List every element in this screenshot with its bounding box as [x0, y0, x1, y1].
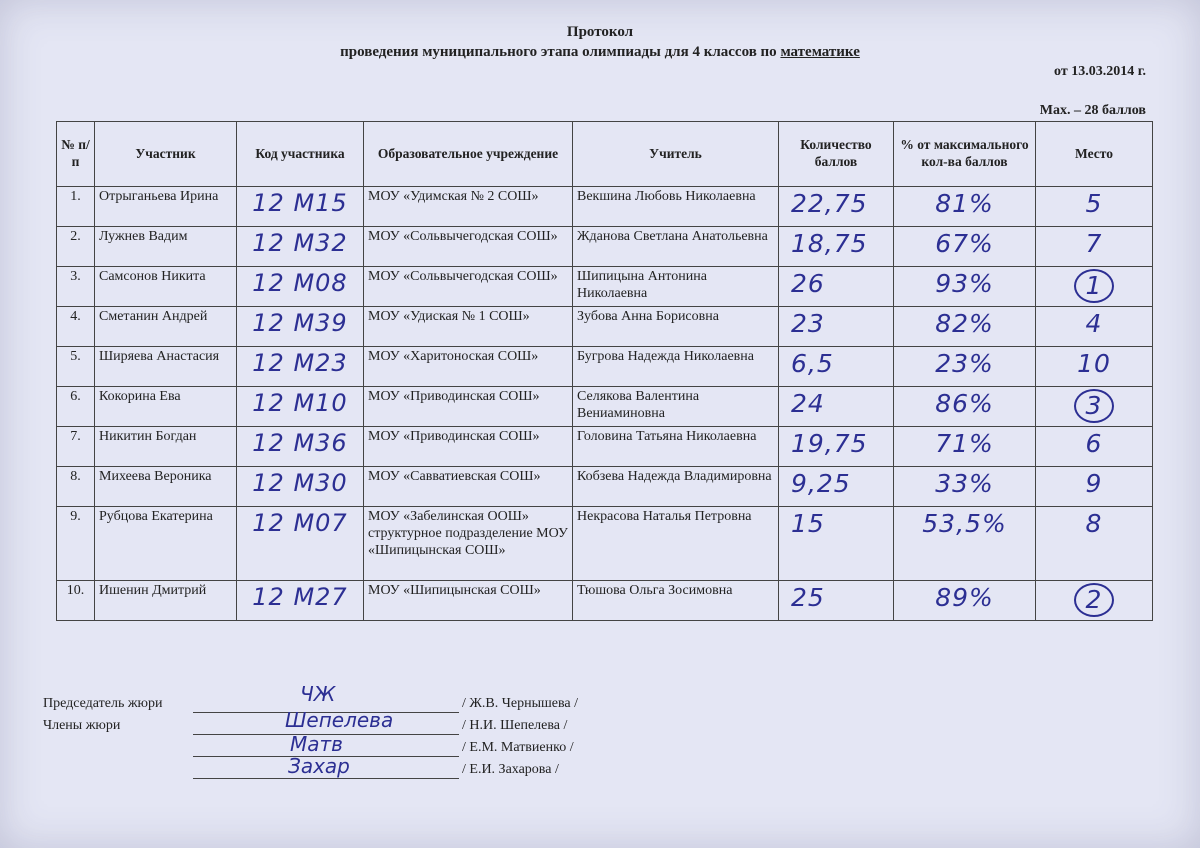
school-name: МОУ «Забелинская ООШ» структурное подразделение МОУ «Шипицынская СОШ» — [364, 507, 573, 581]
score-value: 19,75 — [779, 427, 894, 467]
place-value: 5 — [1036, 187, 1153, 227]
subject-text: математике — [780, 44, 860, 60]
score-value: 23 — [779, 307, 894, 347]
score-value: 15 — [779, 507, 894, 581]
school-name: МОУ «Савватиевская СОШ» — [364, 467, 573, 507]
place-value — [1036, 387, 1153, 427]
jury-name-matvienko: / Е.М. Матвиенко / — [462, 740, 574, 755]
percent-value: 82% — [894, 307, 1036, 347]
participant-name: Михеева Вероника — [95, 467, 237, 507]
percent-value: 86% — [894, 387, 1036, 427]
table-row — [57, 581, 1153, 621]
jury-name-shepeleva: / Н.И. Шепелева / — [462, 718, 568, 733]
place-value: 8 — [1036, 507, 1153, 581]
column-header-code: Код участника — [237, 122, 364, 187]
table-row — [57, 467, 1153, 507]
table-header-row — [57, 122, 1153, 187]
table-row — [57, 267, 1153, 307]
document-date: от 13.03.2014 г. — [1054, 64, 1146, 79]
participant-name: Лужнев Вадим — [95, 227, 237, 267]
percent-value: 33% — [894, 467, 1036, 507]
jury-name-zakharova: / Е.И. Захарова / — [462, 762, 559, 777]
table-row — [57, 187, 1153, 227]
document-subtitle — [0, 44, 1200, 61]
school-name: МОУ «Сольвычегодская СОШ» — [364, 227, 573, 267]
column-header-score: Количество баллов — [779, 122, 894, 187]
school-name: МОУ «Приводинская СОШ» — [364, 427, 573, 467]
score-value: 25 — [779, 581, 894, 621]
participant-code: 12 М27 — [237, 581, 364, 621]
participant-code: 12 М23 — [237, 347, 364, 387]
row-number: 9. — [57, 507, 95, 581]
column-header-teacher: Учитель — [573, 122, 779, 187]
row-number: 5. — [57, 347, 95, 387]
place-value — [1036, 581, 1153, 621]
participant-code: 12 М36 — [237, 427, 364, 467]
handwritten-signature: ЧЖ — [300, 682, 336, 706]
school-name: МОУ «Сольвычегодская СОШ» — [364, 267, 573, 307]
teacher-name: Бугрова Надежда Николаевна — [573, 347, 779, 387]
handwritten-signature: Захар — [288, 754, 350, 778]
teacher-name: Головина Татьяна Николаевна — [573, 427, 779, 467]
teacher-name: Селякова Валентина Вениаминовна — [573, 387, 779, 427]
document-title: Протокол — [566, 24, 634, 40]
row-number: 4. — [57, 307, 95, 347]
handwritten-signature: Матв — [290, 732, 343, 756]
school-name: МОУ «Удиская № 1 СОШ» — [364, 307, 573, 347]
column-header-school: Образовательное учреждение — [364, 122, 573, 187]
participant-code: 12 М15 — [237, 187, 364, 227]
participant-code: 12 М10 — [237, 387, 364, 427]
row-number: 2. — [57, 227, 95, 267]
place-value: 4 — [1036, 307, 1153, 347]
school-name: МОУ «Удимская № 2 СОШ» — [364, 187, 573, 227]
school-name: МОУ «Харитоноская СОШ» — [364, 347, 573, 387]
table-row — [57, 387, 1153, 427]
participant-name: Ширяева Анастасия — [95, 347, 237, 387]
jury-name-chernysheva: / Ж.В. Чернышева / — [462, 696, 579, 711]
participant-code: 12 М39 — [237, 307, 364, 347]
place-value — [1036, 267, 1153, 307]
max-points-note: Max. – 28 баллов — [1039, 103, 1146, 118]
participant-name: Самсонов Никита — [95, 267, 237, 307]
teacher-name: Тюшова Ольга Зосимовна — [573, 581, 779, 621]
table-row — [57, 307, 1153, 347]
handwritten-signature: Шепелева — [285, 708, 394, 732]
column-header-place: Место — [1036, 122, 1153, 187]
percent-value: 23% — [894, 347, 1036, 387]
score-value: 26 — [779, 267, 894, 307]
row-number: 6. — [57, 387, 95, 427]
school-name: МОУ «Шипицынская СОШ» — [364, 581, 573, 621]
teacher-name: Шипицына Антонина Николаевна — [573, 267, 779, 307]
participant-name: Отрыганьева Ирина — [95, 187, 237, 227]
circled-place: 3 — [1074, 389, 1114, 423]
column-header-num: № п/п — [57, 122, 95, 187]
place-value: 9 — [1036, 467, 1153, 507]
score-value: 22,75 — [779, 187, 894, 227]
participant-name: Никитин Богдан — [95, 427, 237, 467]
percent-value: 81% — [894, 187, 1036, 227]
participant-name: Рубцова Екатерина — [95, 507, 237, 581]
column-header-participant: Участник — [95, 122, 237, 187]
teacher-name: Кобзева Надежда Владимировна — [573, 467, 779, 507]
participant-code: 12 М07 — [237, 507, 364, 581]
percent-value: 93% — [894, 267, 1036, 307]
score-value: 6,5 — [779, 347, 894, 387]
signature-line — [193, 778, 459, 779]
row-number: 10. — [57, 581, 95, 621]
score-value: 24 — [779, 387, 894, 427]
table-row — [57, 427, 1153, 467]
row-number: 1. — [57, 187, 95, 227]
participant-code: 12 М08 — [237, 267, 364, 307]
teacher-name: Векшина Любовь Николаевна — [573, 187, 779, 227]
participant-name: Сметанин Андрей — [95, 307, 237, 347]
row-number: 3. — [57, 267, 95, 307]
teacher-name: Некрасова Наталья Петровна — [573, 507, 779, 581]
percent-value: 67% — [894, 227, 1036, 267]
table-row — [57, 507, 1153, 581]
score-value: 9,25 — [779, 467, 894, 507]
table-row — [57, 227, 1153, 267]
score-value: 18,75 — [779, 227, 894, 267]
participant-code: 12 М30 — [237, 467, 364, 507]
percent-value: 89% — [894, 581, 1036, 621]
school-name: МОУ «Приводинская СОШ» — [364, 387, 573, 427]
row-number: 8. — [57, 467, 95, 507]
percent-value: 71% — [894, 427, 1036, 467]
subtitle-text: проведения муниципального этапа олимпиады для 4 классов по — [340, 44, 781, 60]
circled-place: 1 — [1074, 269, 1114, 303]
jury-chair-label: Председатель жюри — [43, 696, 163, 711]
participant-code: 12 М32 — [237, 227, 364, 267]
column-header-percent: % от максимального кол-ва баллов — [894, 122, 1036, 187]
place-value: 7 — [1036, 227, 1153, 267]
participant-name: Кокорина Ева — [95, 387, 237, 427]
results-table — [56, 121, 1153, 621]
place-value: 6 — [1036, 427, 1153, 467]
teacher-name: Жданова Светлана Анатольевна — [573, 227, 779, 267]
circled-place: 2 — [1074, 583, 1114, 617]
participant-name: Ишенин Дмитрий — [95, 581, 237, 621]
teacher-name: Зубова Анна Борисовна — [573, 307, 779, 347]
table-row — [57, 347, 1153, 387]
percent-value: 53,5% — [894, 507, 1036, 581]
jury-members-label: Члены жюри — [43, 718, 121, 733]
row-number: 7. — [57, 427, 95, 467]
place-value: 10 — [1036, 347, 1153, 387]
